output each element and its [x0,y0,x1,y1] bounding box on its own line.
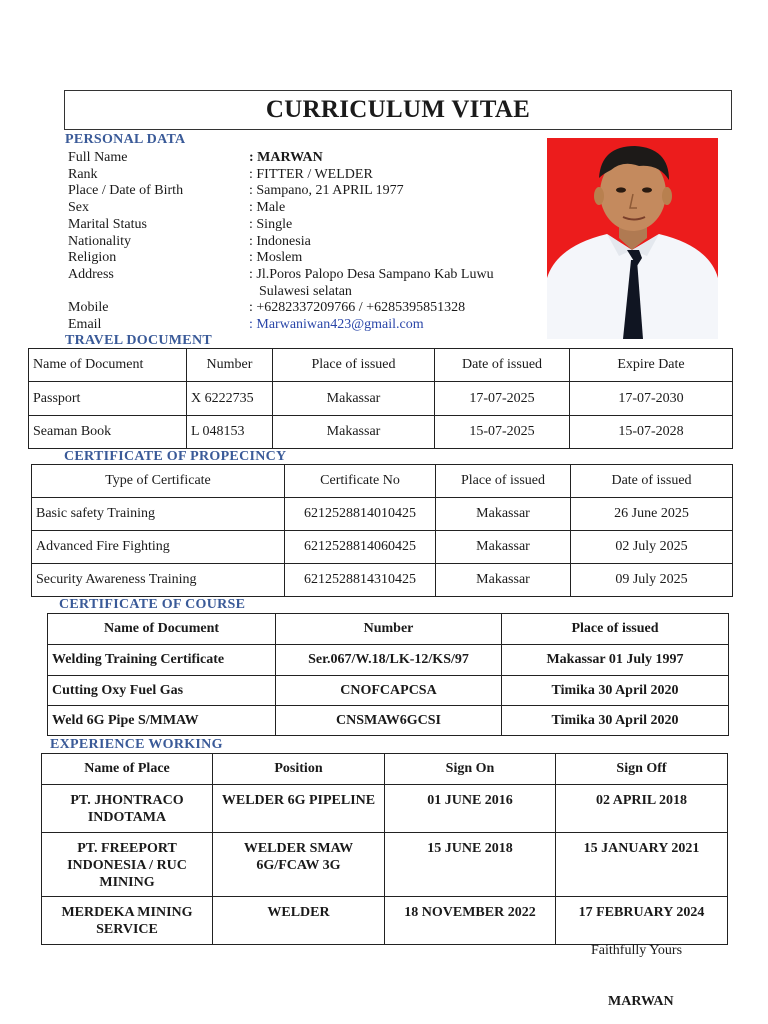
header-number: Number [276,614,502,645]
cell-document-name: Passport [29,382,187,416]
table-row [32,531,733,564]
value-sex: : Male [249,200,286,215]
cell-place: Makassar [436,564,571,597]
header-name-of-document: Name of Document [29,349,187,382]
value-address: : Jl.Poros Palopo Desa Sampano Kab Luwu [249,267,494,282]
cell-document-number: X 6222735 [187,382,273,416]
cell-position: WELDER 6G PIPELINE [213,785,385,833]
label-sex: Sex [68,200,89,215]
table-row [29,382,733,416]
cell-company: PT. FREEPORT INDONESIA / RUC MINING [42,833,213,897]
label-mobile: Mobile [68,300,109,315]
cell-sign-off: 17 FEBRUARY 2024 [556,897,728,945]
label-marital-status: Marital Status [68,217,147,232]
experience-table [41,753,728,945]
cell-certificate-no: 6212528814310425 [285,564,436,597]
cell-document-name: Seaman Book [29,416,187,449]
personal-row-email [68,317,538,334]
cell-place: Makassar [273,416,435,449]
header-position: Position [213,754,385,785]
personal-row-mobile [68,300,538,317]
personal-row-sex [68,200,538,217]
profile-photo [547,138,718,339]
personal-row-nationality [68,234,538,251]
cell-place: Makassar [436,498,571,531]
signature-name: MARWAN [608,994,674,1009]
label-rank: Rank [68,167,98,182]
table-row [32,498,733,531]
cell-certificate-type: Security Awareness Training [32,564,285,597]
header-place-of-issued: Place of issued [502,614,729,645]
cell-course-number: CNSMAW6GCSI [276,706,502,736]
cell-place: Timika 30 April 2020 [502,676,729,706]
section-title-proficiency: CERTIFICATE OF PROPECINCY [64,449,287,464]
cell-certificate-type: Basic safety Training [32,498,285,531]
course-table [47,613,729,736]
header-name-of-place: Name of Place [42,754,213,785]
table-row [32,564,733,597]
cell-date-issued: 09 July 2025 [571,564,733,597]
header-date-of-issued: Date of issued [435,349,570,382]
value-email[interactable]: : Marwaniwan423@gmail.com [249,317,424,332]
header-sign-off: Sign Off [556,754,728,785]
cell-course-number: CNOFCAPCSA [276,676,502,706]
cell-date-issued: 17-07-2025 [435,382,570,416]
personal-row-rank [68,167,538,184]
header-number: Number [187,349,273,382]
table-row [48,706,729,736]
cell-date-issued: 15-07-2025 [435,416,570,449]
header-place-of-issued: Place of issued [273,349,435,382]
label-email: Email [68,317,102,332]
cell-place: Makassar 01 July 1997 [502,645,729,676]
header-place-of-issued: Place of issued [436,465,571,498]
portrait-illustration [547,138,718,339]
closing-text: Faithfully Yours [591,943,683,958]
section-title-experience: EXPERIENCE WORKING [50,737,223,752]
header-name-of-document: Name of Document [48,614,276,645]
personal-row-address-cont [68,284,538,301]
value-address-cont: Sulawesi selatan [259,284,352,299]
value-mobile: : +6282337209766 / +6285395851328 [249,300,466,315]
cell-sign-on: 15 JUNE 2018 [385,833,556,897]
table-row [42,785,728,833]
cell-sign-off: 02 APRIL 2018 [556,785,728,833]
cell-expire-date: 15-07-2028 [570,416,733,449]
cell-course-number: Ser.067/W.18/LK-12/KS/97 [276,645,502,676]
label-full-name: Full Name [68,150,128,165]
label-religion: Religion [68,250,117,265]
table-header-row [42,754,728,785]
cell-sign-on: 01 JUNE 2016 [385,785,556,833]
travel-document-table [28,348,733,449]
cell-certificate-no: 6212528814060425 [285,531,436,564]
cell-sign-off: 15 JANUARY 2021 [556,833,728,897]
value-rank: : FITTER / WELDER [249,167,373,182]
table-row [42,897,728,945]
table-row [48,676,729,706]
header-expire-date: Expire Date [570,349,733,382]
personal-row-religion [68,250,538,267]
cell-expire-date: 17-07-2030 [570,382,733,416]
section-title-travel-document: TRAVEL DOCUMENT [65,333,212,348]
cell-date-issued: 02 July 2025 [571,531,733,564]
cell-company: MERDEKA MINING SERVICE [42,897,213,945]
section-title-course: CERTIFICATE OF COURSE [59,597,246,612]
table-header-row [29,349,733,382]
cell-date-issued: 26 June 2025 [571,498,733,531]
cell-certificate-no: 6212528814010425 [285,498,436,531]
personal-row-marital [68,217,538,234]
personal-row-birth [68,183,538,200]
value-full-name: : MARWAN [249,150,323,165]
label-address: Address [68,267,114,282]
proficiency-table [31,464,733,597]
label-nationality: Nationality [68,234,131,249]
table-row [48,645,729,676]
cell-place: Timika 30 April 2020 [502,706,729,736]
table-header-row [32,465,733,498]
cell-place: Makassar [436,531,571,564]
value-nationality: : Indonesia [249,234,311,249]
header-date-of-issued: Date of issued [571,465,733,498]
cell-place: Makassar [273,382,435,416]
cell-position: WELDER SMAW 6G/FCAW 3G [213,833,385,897]
personal-row-full-name [68,150,538,167]
cell-certificate-type: Advanced Fire Fighting [32,531,285,564]
label-birth: Place / Date of Birth [68,183,184,198]
cell-course-name: Weld 6G Pipe S/MMAW [48,706,276,736]
table-row [42,833,728,897]
personal-row-address [68,267,538,284]
cell-course-name: Cutting Oxy Fuel Gas [48,676,276,706]
header-type-of-certificate: Type of Certificate [32,465,285,498]
section-title-personal-data: PERSONAL DATA [65,132,186,147]
cell-sign-on: 18 NOVEMBER 2022 [385,897,556,945]
value-religion: : Moslem [249,250,303,265]
header-sign-on: Sign On [385,754,556,785]
document-title: CURRICULUM VITAE [64,90,732,130]
cell-document-number: L 048153 [187,416,273,449]
value-marital-status: : Single [249,217,293,232]
table-header-row [48,614,729,645]
cell-position: WELDER [213,897,385,945]
table-row [29,416,733,449]
value-birth: : Sampano, 21 APRIL 1977 [249,183,404,198]
cell-course-name: Welding Training Certificate [48,645,276,676]
cell-company: PT. JHONTRACO INDOTAMA [42,785,213,833]
header-certificate-no: Certificate No [285,465,436,498]
